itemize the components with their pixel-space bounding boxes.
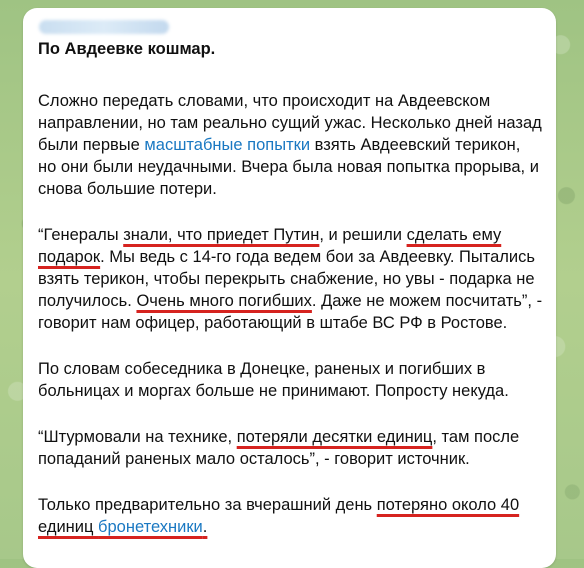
sender-name-blurred[interactable] — [39, 20, 169, 34]
underlined-phrase-3: Очень много погибших — [136, 292, 312, 310]
underlined-phrase-5-end: . — [202, 518, 208, 536]
paragraph-3: По словам собеседника в Донецке, раненых и погибших в больницах и моргах больше не принимают. Попросту некуда. — [38, 360, 509, 400]
paragraph-1-text-start: Сложно передать словами, что происходит на Авдеевском направлении, но там реально сущий ужас. Несколько дней назад были первые — [38, 92, 542, 154]
underlined-phrase-2: сделать ему подарок — [38, 226, 502, 266]
quote-text-3: . Мы ведь с 14-го года ведем бои за Авдеевку. Пытались взять терикон, чтобы перекрыть снабжение, но увы - подарка не получилось. — [38, 248, 535, 310]
link-bronetekhniki[interactable]: бронетехники — [98, 518, 203, 536]
message-title: По Авдеевке кошмар. — [38, 40, 216, 58]
underlined-phrase-5-text: потеряно около 40 единиц — [38, 496, 520, 536]
quote2-text-1: “Штурмовали на технике, — [38, 428, 237, 446]
underlined-phrase-1: знали, что приедет Путин — [123, 226, 320, 244]
underlined-phrase-4: потеряли десятки единиц — [236, 428, 433, 446]
paragraph-5-text: Только предварительно за вчерашний день — [38, 496, 377, 514]
quote-text-4: . Даже не можем посчитать”, - говорит нам офицер, работающий в штабе ВС РФ в Ростове. — [38, 292, 543, 332]
message-bubble — [23, 8, 556, 568]
quote2-text-2: , там после попаданий раненых мало осталось”, - говорит источник. — [38, 428, 520, 468]
paragraph-2-quote — [38, 224, 543, 334]
paragraph-4-quote — [38, 426, 543, 470]
message-text — [38, 38, 543, 562]
paragraph-5 — [38, 494, 543, 538]
quote-text-1: “Генералы — [38, 226, 124, 244]
paragraph-1-text-end: взять Авдеевский терикон, но они были неудачными. Вчера была новая попытка прорыва, и снова большие потери. — [38, 136, 539, 198]
link-masshtabnye-popytki[interactable]: масштабные попытки — [144, 136, 311, 154]
paragraph-1 — [38, 90, 543, 200]
quote-text-2: , и решили — [319, 226, 407, 244]
